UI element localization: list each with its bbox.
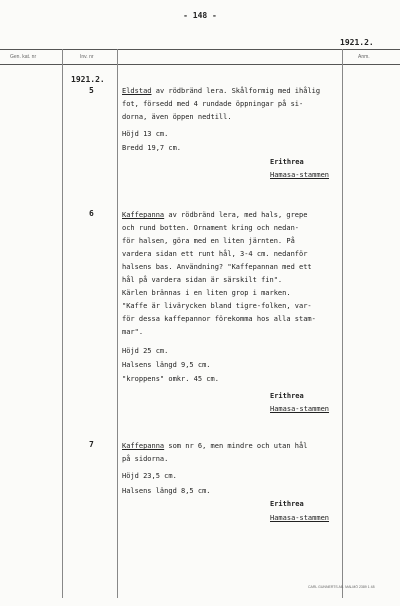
tribe-label: Hamasa-stammen bbox=[270, 514, 330, 522]
region-label: Erithrea bbox=[270, 392, 304, 400]
header-bottom-rule bbox=[0, 64, 400, 65]
object-title: Kaffepanna bbox=[122, 442, 165, 450]
entry-line: vardera sidan ett runt hål, 3-4 cm. nedanför bbox=[122, 250, 308, 258]
object-title: Kaffepanna bbox=[122, 211, 165, 219]
entry-line: hål på vardera sidan är särskilt fin". bbox=[122, 276, 283, 284]
tribe-label: Hamasa-stammen bbox=[270, 405, 330, 413]
entry-line: och rund botten. Ornament kring och nedan- bbox=[122, 224, 300, 232]
region-label: Erithrea bbox=[270, 158, 304, 166]
column-head-anm: Anm. bbox=[358, 54, 370, 60]
measurement-line: Höjd 23,5 cm. bbox=[122, 472, 177, 480]
entry-line: för halsen, göra med en liten järnten. På bbox=[122, 237, 295, 245]
entry-line: Kaffepanna av rödbränd lera, med hals, grepe bbox=[122, 211, 308, 219]
entry-line: halsens bas. Användning? "Kaffepannan med ett bbox=[122, 263, 312, 271]
measurement-line: "kroppens" omkr. 45 cm. bbox=[122, 375, 219, 383]
entry-line: fot, försedd med 4 rundade öppningar på si- bbox=[122, 100, 304, 108]
column-head-inv: Inv. nr bbox=[80, 54, 94, 60]
measurement-line: Halsens längd 8,5 cm. bbox=[122, 487, 211, 495]
page-number: - 148 - bbox=[183, 11, 217, 20]
column-divider-gen bbox=[62, 49, 63, 598]
measurement-line: Höjd 13 cm. bbox=[122, 130, 169, 138]
year-label: 1921.2. bbox=[71, 75, 105, 84]
entry-line: "Kaffe är livärycken bland tigre-folken, var- bbox=[122, 302, 312, 310]
measurement-line: Bredd 19,7 cm. bbox=[122, 144, 182, 152]
measurement-line: Halsens längd 9,5 cm. bbox=[122, 361, 211, 369]
measurement-line: Höjd 25 cm. bbox=[122, 347, 169, 355]
year-header: 1921.2. bbox=[340, 38, 374, 47]
entry-line: mar". bbox=[122, 328, 144, 336]
entry-number: 5 bbox=[89, 86, 94, 95]
entry-number: 6 bbox=[89, 209, 94, 218]
object-title: Eldstad bbox=[122, 87, 152, 95]
entry-line: dorna, även öppen nedtill. bbox=[122, 113, 232, 121]
entry-line: Kärlen brännas i en liten grop i marken. bbox=[122, 289, 291, 297]
column-divider-anm bbox=[342, 49, 343, 598]
region-label: Erithrea bbox=[270, 500, 304, 508]
entry-line: på sidorna. bbox=[122, 455, 169, 463]
tribe-label: Hamasa-stammen bbox=[270, 171, 330, 179]
printer-footer: CARL GUNNERTS AB. MALMÖ 2389 1 48 bbox=[308, 585, 375, 589]
entry-line: för dessa kaffepannor förekomma hos alla stam- bbox=[122, 315, 316, 323]
column-head-gen-kat: Gen. kat. nr bbox=[10, 54, 37, 60]
entry-line: Kaffepanna som nr 6, men mindre och utan hål bbox=[122, 442, 308, 450]
entry-line: Eldstad av rödbränd lera. Skålformig med ihålig bbox=[122, 87, 321, 95]
header-top-rule bbox=[0, 49, 400, 50]
column-divider-inv bbox=[117, 49, 118, 598]
entry-number: 7 bbox=[89, 440, 94, 449]
